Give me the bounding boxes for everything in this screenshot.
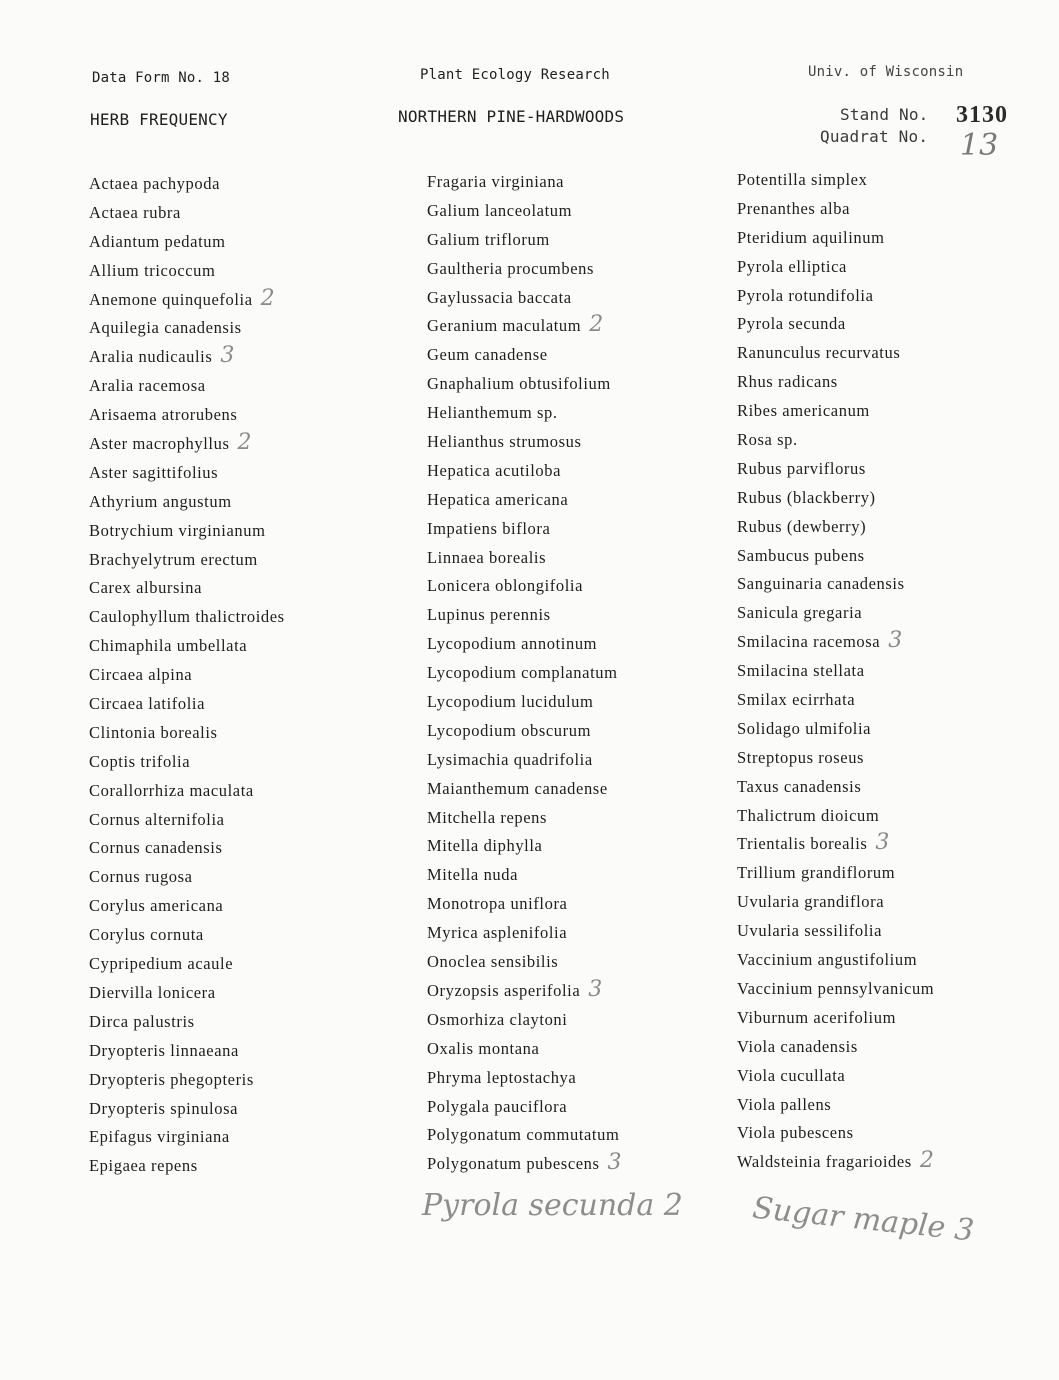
species-row xyxy=(89,1037,285,1066)
species-row xyxy=(427,515,622,544)
species-name: Hepatica americana xyxy=(427,489,569,509)
species-name: Gaylussacia baccata xyxy=(427,287,572,307)
species-row xyxy=(737,802,934,831)
species-row xyxy=(89,372,285,401)
species-name: Mitella nuda xyxy=(427,865,519,885)
species-name: Cypripedium acaule xyxy=(89,954,234,974)
species-row xyxy=(89,1095,285,1124)
species-name: Epigaea repens xyxy=(89,1156,198,1176)
species-row xyxy=(427,197,622,226)
frequency-mark: 3 xyxy=(220,343,235,369)
frequency-mark: 2 xyxy=(260,285,276,311)
species-row xyxy=(737,282,934,311)
project-name: Plant Ecology Research xyxy=(420,67,610,83)
species-row xyxy=(737,484,934,513)
species-name: Smilacina racemosa xyxy=(737,632,881,652)
species-name: Sambucus pubens xyxy=(737,545,865,565)
species-name: Lycopodium obscurum xyxy=(427,720,592,740)
species-row xyxy=(737,1033,934,1062)
species-row xyxy=(737,542,934,571)
species-row xyxy=(737,310,934,339)
species-name: Viola pubescens xyxy=(737,1123,854,1143)
species-name: Anemone quinquefolia xyxy=(89,289,253,309)
species-row xyxy=(427,919,622,948)
species-row xyxy=(89,170,285,199)
stand-value: 3130 xyxy=(956,102,1008,128)
species-row xyxy=(427,688,622,717)
species-name: Arisaema atrorubens xyxy=(89,405,238,425)
species-name: Pyrola rotundifolia xyxy=(737,285,874,305)
species-name: Mitchella repens xyxy=(427,807,548,827)
species-name: Brachyelytrum erectum xyxy=(89,549,258,569)
species-row xyxy=(427,1035,622,1064)
species-row xyxy=(89,488,285,517)
species-row xyxy=(89,574,285,603)
species-name: Polygala pauciflora xyxy=(427,1096,568,1116)
species-name: Viola cucullata xyxy=(737,1065,846,1085)
species-name: Solidago ulmifolia xyxy=(737,718,872,738)
species-row xyxy=(89,314,285,343)
species-row xyxy=(427,226,622,255)
species-name: Actaea rubra xyxy=(89,202,181,222)
species-row xyxy=(89,719,285,748)
species-row xyxy=(89,1066,285,1095)
species-name: Galium lanceolatum xyxy=(427,200,573,220)
species-row xyxy=(427,341,622,370)
frequency-mark: 3 xyxy=(588,976,603,1002)
species-name: Gnaphalium obtusifolium xyxy=(427,374,611,394)
species-row xyxy=(737,513,934,542)
species-name: Athyrium angustum xyxy=(89,491,232,511)
frequency-mark: 3 xyxy=(875,830,891,856)
species-name: Rubus parviflorus xyxy=(737,458,866,478)
species-row xyxy=(89,1152,285,1181)
species-name: Gaultheria procumbens xyxy=(427,258,595,278)
species-name: Waldsteinia fragarioides xyxy=(737,1152,912,1172)
frequency-mark: 2 xyxy=(589,312,604,338)
species-row xyxy=(89,1008,285,1037)
species-row xyxy=(427,312,622,341)
community-type: NORTHERN PINE-HARDWOODS xyxy=(398,107,625,126)
species-name: Viburnum acerifolium xyxy=(737,1007,897,1027)
species-row xyxy=(737,397,934,426)
species-name: Adiantum pedatum xyxy=(89,231,226,251)
quadrat-label: Quadrat No. xyxy=(820,127,929,146)
species-name: Myrica asplenifolia xyxy=(427,923,568,943)
species-name: Chimaphila umbellata xyxy=(89,636,248,656)
species-name: Trientalis borealis xyxy=(737,834,868,854)
species-name: Oryzopsis asperifolia xyxy=(427,980,581,1000)
species-row xyxy=(427,601,622,630)
species-row xyxy=(89,661,285,690)
species-row xyxy=(737,599,934,628)
species-row xyxy=(89,286,285,315)
species-row xyxy=(89,777,285,806)
species-row xyxy=(427,544,622,573)
species-row xyxy=(427,1006,622,1035)
species-row xyxy=(427,1093,622,1122)
stand-label: Stand No. xyxy=(840,105,929,124)
species-row xyxy=(89,979,285,1008)
species-name: Sanguinaria canadensis xyxy=(737,574,905,594)
species-name: Ribes americanum xyxy=(737,401,870,421)
frequency-mark: 3 xyxy=(888,628,903,654)
species-row xyxy=(737,368,934,397)
form-number: Data Form No. 18 xyxy=(92,70,231,86)
species-row xyxy=(89,863,285,892)
species-row xyxy=(427,977,622,1006)
species-row xyxy=(89,546,285,575)
species-row xyxy=(89,401,285,430)
form-title: HERB FREQUENCY xyxy=(90,110,228,129)
species-row xyxy=(737,195,934,224)
species-row xyxy=(89,228,285,257)
species-row xyxy=(89,806,285,835)
species-row xyxy=(89,430,285,459)
species-row xyxy=(89,892,285,921)
species-name: Oxalis montana xyxy=(427,1038,540,1058)
species-name: Cornus rugosa xyxy=(89,867,193,887)
species-name: Diervilla lonicera xyxy=(89,982,216,1002)
species-name: Pteridium aquilinum xyxy=(737,227,885,247)
species-name: Cornus alternifolia xyxy=(89,809,225,829)
species-row xyxy=(89,834,285,863)
species-name: Thalictrum dioicum xyxy=(737,805,880,825)
species-name: Circaea latifolia xyxy=(89,694,206,714)
species-row xyxy=(427,717,622,746)
species-name: Hepatica acutiloba xyxy=(427,460,562,480)
species-column-1 xyxy=(89,170,285,1181)
species-name: Aralia nudicaulis xyxy=(89,347,213,367)
species-name: Mitella diphylla xyxy=(427,836,543,856)
species-name: Taxus canadensis xyxy=(737,776,862,796)
species-name: Botrychium virginianum xyxy=(89,520,266,540)
species-row xyxy=(427,659,622,688)
species-row xyxy=(89,517,285,546)
species-name: Circaea alpina xyxy=(89,665,193,685)
species-row xyxy=(427,630,622,659)
species-name: Ranunculus recurvatus xyxy=(737,343,901,363)
species-row xyxy=(737,426,934,455)
species-name: Dirca palustris xyxy=(89,1011,195,1031)
species-name: Pyrola secunda xyxy=(737,314,846,334)
species-row xyxy=(427,572,622,601)
species-row xyxy=(427,890,622,919)
species-name: Rubus (dewberry) xyxy=(737,516,867,536)
species-row xyxy=(737,744,934,773)
species-row xyxy=(89,690,285,719)
species-name: Clintonia borealis xyxy=(89,722,218,742)
species-name: Cornus canadensis xyxy=(89,838,223,858)
species-name: Aquilegia canadensis xyxy=(89,318,242,338)
species-row xyxy=(737,686,934,715)
species-row xyxy=(427,486,622,515)
species-name: Lycopodium annotinum xyxy=(427,634,598,654)
species-name: Lonicera oblongifolia xyxy=(427,576,584,596)
species-row xyxy=(737,715,934,744)
species-name: Epifagus virginiana xyxy=(89,1127,230,1147)
species-name: Helianthemum sp. xyxy=(427,403,558,423)
species-name: Maianthemum canadense xyxy=(427,778,608,798)
species-row xyxy=(89,950,285,979)
species-name: Linnaea borealis xyxy=(427,547,547,567)
species-name: Trillium grandiflorum xyxy=(737,863,896,883)
species-name: Uvularia sessilifolia xyxy=(737,921,883,941)
species-column-3 xyxy=(737,166,934,1177)
species-name: Lycopodium complanatum xyxy=(427,663,618,683)
species-name: Lycopodium lucidulum xyxy=(427,692,594,712)
quadrat-value: 13 xyxy=(960,128,999,163)
species-name: Polygonatum commutatum xyxy=(427,1125,620,1145)
species-row xyxy=(89,257,285,286)
species-row xyxy=(737,917,934,946)
species-row xyxy=(89,343,285,372)
species-row xyxy=(427,1064,622,1093)
species-name: Polygonatum pubescens xyxy=(427,1154,600,1174)
species-row xyxy=(89,199,285,228)
species-row xyxy=(427,1150,622,1179)
species-row xyxy=(427,457,622,486)
species-name: Aster sagittifolius xyxy=(89,462,219,482)
species-name: Corallorrhiza maculata xyxy=(89,780,254,800)
institution: Univ. of Wisconsin xyxy=(808,64,964,80)
species-row xyxy=(427,168,622,197)
species-row xyxy=(427,1121,622,1150)
species-name: Prenanthes alba xyxy=(737,198,851,218)
species-row xyxy=(737,946,934,975)
species-name: Rubus (blackberry) xyxy=(737,487,876,507)
species-row xyxy=(737,1091,934,1120)
species-name: Impatiens biflora xyxy=(427,518,551,538)
frequency-mark: 2 xyxy=(919,1148,935,1174)
species-name: Viola pallens xyxy=(737,1094,832,1114)
species-name: Carex albursina xyxy=(89,578,203,598)
species-name: Helianthus strumosus xyxy=(427,432,582,452)
species-name: Geum canadense xyxy=(427,345,548,365)
species-name: Dryopteris spinulosa xyxy=(89,1098,239,1118)
species-name: Aster macrophyllus xyxy=(89,434,230,454)
species-name: Potentilla simplex xyxy=(737,170,868,189)
species-row xyxy=(737,888,934,917)
species-row xyxy=(89,748,285,777)
species-row xyxy=(737,1119,934,1148)
species-row xyxy=(737,166,934,195)
species-name: Rosa sp. xyxy=(737,430,798,450)
species-name: Corylus americana xyxy=(89,896,224,916)
species-row xyxy=(89,1123,285,1152)
handwritten-note-pyrola: Pyrola secunda 2 xyxy=(422,1188,683,1223)
species-name: Smilacina stellata xyxy=(737,661,865,681)
species-name: Geranium maculatum xyxy=(427,316,582,336)
species-name: Galium triflorum xyxy=(427,229,550,249)
species-row xyxy=(737,628,934,657)
species-row xyxy=(427,775,622,804)
species-row xyxy=(737,224,934,253)
species-name: Fragaria virginiana xyxy=(427,172,565,191)
species-name: Rhus radicans xyxy=(737,372,838,392)
species-row xyxy=(427,948,622,977)
species-row xyxy=(89,632,285,661)
species-row xyxy=(427,804,622,833)
species-name: Vaccinium angustifolium xyxy=(737,950,918,970)
species-column-2 xyxy=(427,168,622,1179)
species-row xyxy=(737,455,934,484)
species-row xyxy=(89,603,285,632)
species-row xyxy=(427,746,622,775)
species-name: Aralia racemosa xyxy=(89,376,206,396)
species-row xyxy=(737,339,934,368)
species-row xyxy=(89,921,285,950)
species-row xyxy=(737,1148,934,1177)
species-row xyxy=(737,570,934,599)
species-name: Sanicula gregaria xyxy=(737,603,863,623)
species-name: Pyrola elliptica xyxy=(737,256,847,276)
species-name: Phryma leptostachya xyxy=(427,1067,577,1087)
species-name: Vaccinium pennsylvanicum xyxy=(737,978,935,998)
species-row xyxy=(737,253,934,282)
species-name: Onoclea sensibilis xyxy=(427,952,559,972)
species-row xyxy=(737,773,934,802)
species-name: Corylus cornuta xyxy=(89,925,204,945)
species-name: Dryopteris linnaeana xyxy=(89,1040,239,1060)
species-row xyxy=(427,284,622,313)
species-name: Smilax ecirrhata xyxy=(737,690,856,710)
handwritten-note-sugar-maple: Sugar maple 3 xyxy=(750,1190,976,1249)
species-name: Uvularia grandiflora xyxy=(737,892,885,912)
species-name: Monotropa uniflora xyxy=(427,894,568,914)
species-name: Lupinus perennis xyxy=(427,605,551,625)
species-row xyxy=(737,975,934,1004)
species-name: Coptis trifolia xyxy=(89,751,191,771)
species-row xyxy=(737,859,934,888)
species-name: Dryopteris phegopteris xyxy=(89,1069,254,1089)
species-row xyxy=(737,1062,934,1091)
frequency-mark: 3 xyxy=(607,1150,623,1176)
species-row xyxy=(427,399,622,428)
species-row xyxy=(427,370,622,399)
species-row xyxy=(427,861,622,890)
species-name: Allium tricoccum xyxy=(89,260,216,280)
species-row xyxy=(737,657,934,686)
species-row xyxy=(427,255,622,284)
species-row xyxy=(89,459,285,488)
species-name: Streptopus roseus xyxy=(737,747,865,767)
species-name: Caulophyllum thalictroides xyxy=(89,607,285,627)
species-name: Viola canadensis xyxy=(737,1036,858,1056)
species-name: Lysimachia quadrifolia xyxy=(427,749,593,769)
species-name: Actaea pachypoda xyxy=(89,174,220,193)
species-name: Osmorhiza claytoni xyxy=(427,1009,568,1029)
species-row xyxy=(427,832,622,861)
species-row xyxy=(737,830,934,859)
species-row xyxy=(737,1004,934,1033)
species-row xyxy=(427,428,622,457)
frequency-mark: 2 xyxy=(237,430,253,456)
